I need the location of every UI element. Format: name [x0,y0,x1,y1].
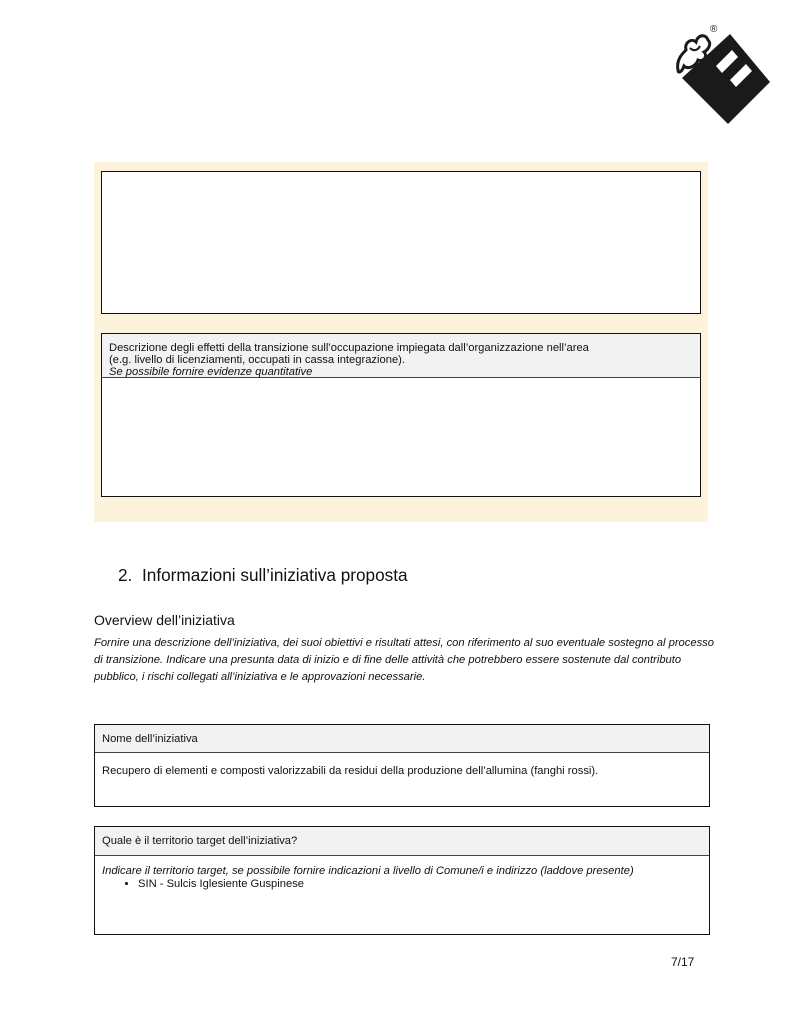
target-territory-table [94,826,710,935]
target-territory-instruction: Indicare il territorio target, se possibile fornire indicazioni a livello di Comune/i e indirizzo (laddove presente) [102,865,634,877]
company-logo [672,20,772,132]
target-territory-label: Quale è il territorio target dell’iniziativa? [95,827,709,856]
section-title: Informazioni sull’iniziativa proposta [142,565,408,585]
company-logo-icon [672,20,772,132]
overview-heading: Overview dell’iniziativa [94,612,235,628]
employment-effects-answer-area[interactable] [102,378,700,494]
section-heading [118,565,408,586]
list-item: • SIN - Sulcis Iglesiente Guspinese [138,878,702,890]
target-territory-list [102,878,702,890]
employment-effects-note: Se possibile fornire evidenze quantitative [109,366,313,378]
employment-effects-header [102,334,700,378]
employment-effects-box [101,333,701,497]
overview-description: Fornire una descrizione dell’iniziativa, dei suoi obiettivi e risultati attesi, con riferimento al suo eventuale sostegno al processo di transizione. Indicare una presunta data di inizio e di fine delle attività che potrebbero essere sostenute dal contributo pubblico, i rischi collegati all’iniziativa e le approvazioni necessarie. [94,637,714,683]
previous-answer-box[interactable] [101,171,701,314]
section-number: 2. [118,565,133,585]
initiative-name-table [94,724,710,807]
initiative-name-value[interactable]: Recupero di elementi e composti valorizzabili da residui della produzione dell’allumina (fanghi rossi). [102,765,599,777]
employment-effects-prompt-line2: (e.g. livello di licenziamenti, occupati in cassa integrazione). [109,354,405,366]
registered-mark: ® [710,24,718,35]
initiative-name-label: Nome dell’iniziativa [95,725,709,753]
employment-effects-prompt-line1: Descrizione degli effetti della transizione sull’occupazione impiegata dall’organizzazione nell’area [109,342,589,354]
page-number: 7/17 [671,955,695,969]
target-territory-answer[interactable] [95,856,709,899]
